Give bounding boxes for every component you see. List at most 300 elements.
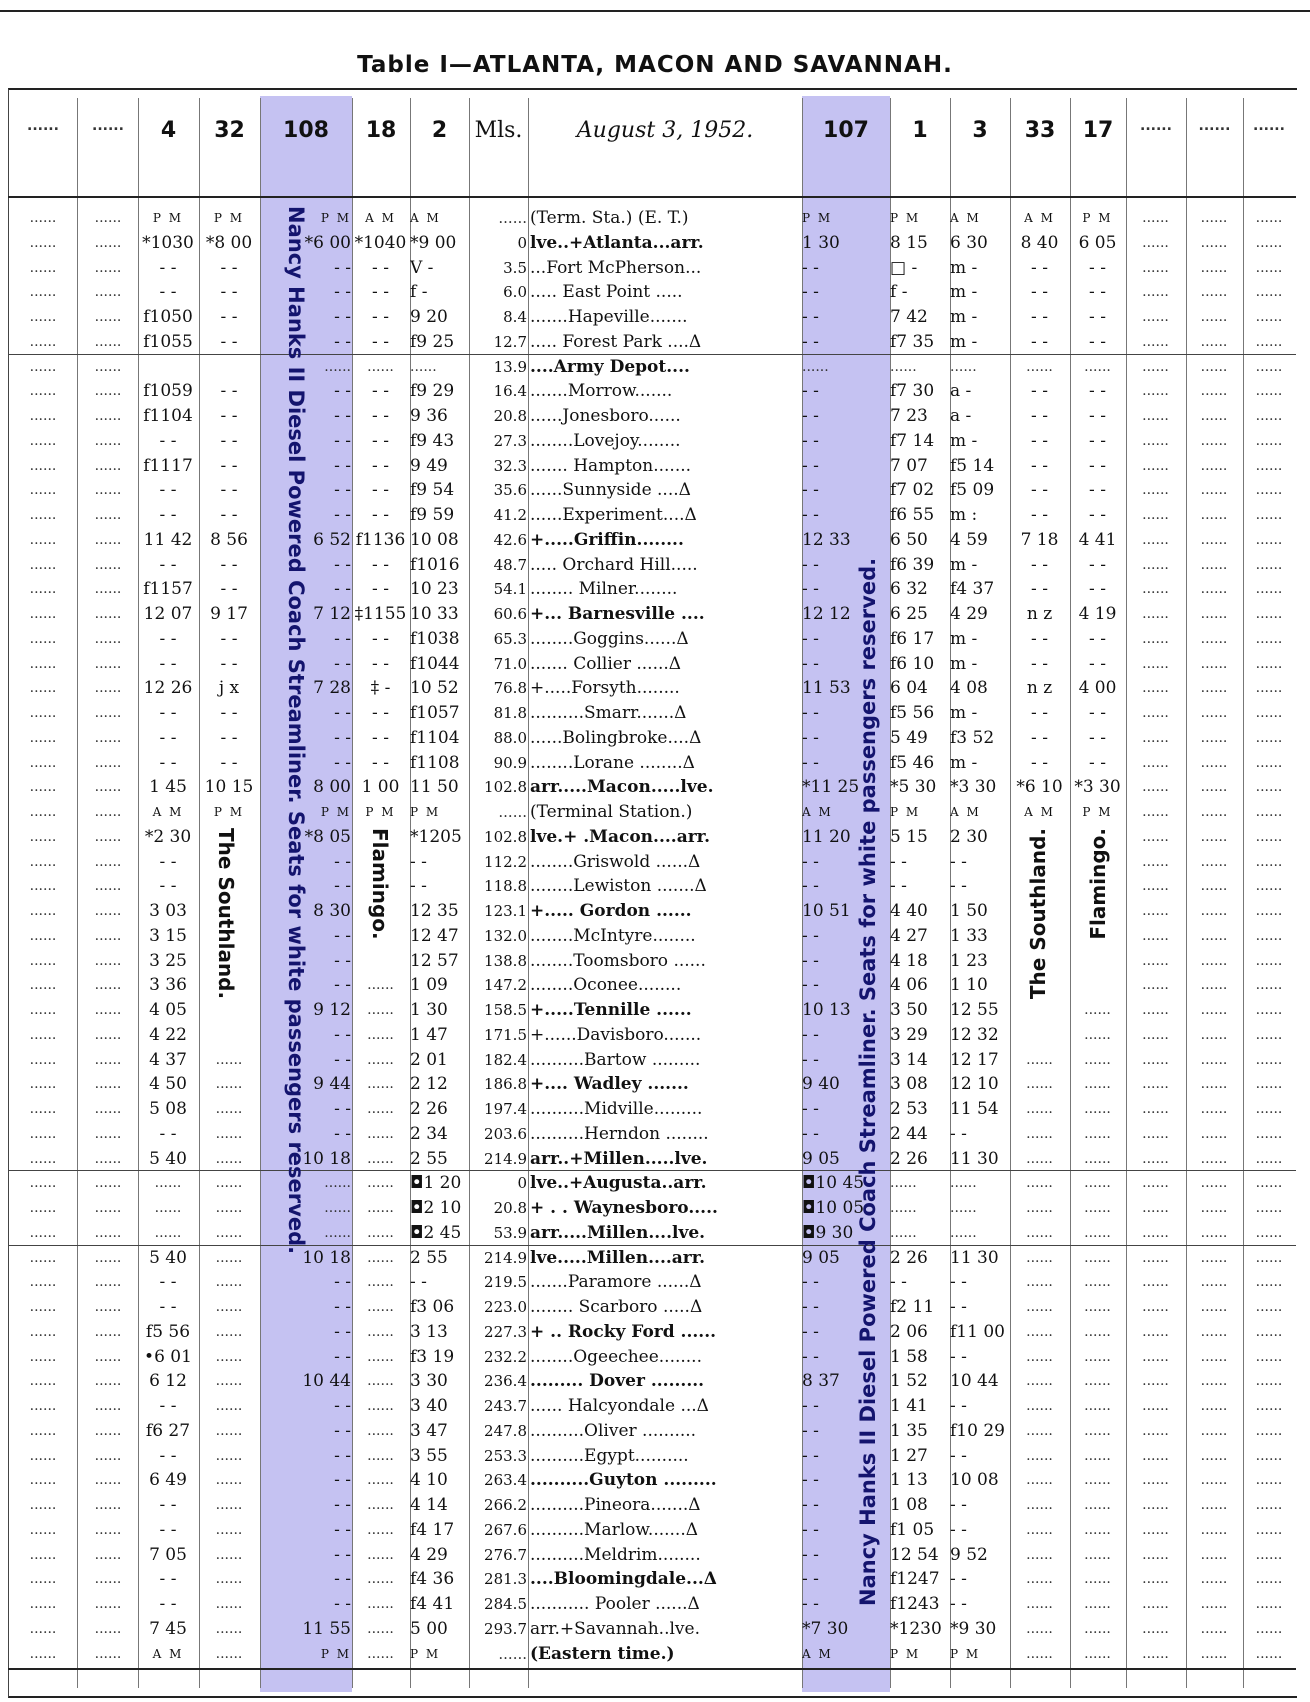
filler-dots: ...... bbox=[94, 408, 122, 424]
station-name: arr.....Macon.....lve. bbox=[530, 777, 714, 798]
filler-dots: ...... bbox=[29, 1125, 57, 1142]
time-c4 bbox=[138, 355, 198, 380]
time-c3: m - bbox=[950, 752, 978, 773]
filler-dots: ...... bbox=[94, 1076, 122, 1093]
time-c108: - - bbox=[334, 628, 351, 649]
filler-dots: ...... bbox=[29, 630, 57, 647]
time-c4: 4 22 bbox=[149, 1024, 187, 1045]
time-c1: 2 26 bbox=[890, 1247, 928, 1268]
time-c2: f9 25 bbox=[410, 331, 455, 352]
time-c33: 8 40 bbox=[1020, 232, 1059, 253]
time-c18 bbox=[352, 949, 409, 974]
time-c33: - - bbox=[1031, 727, 1048, 748]
mileage: 132.0 bbox=[484, 926, 527, 945]
station-name: + . . Waynesboro..... bbox=[530, 1198, 718, 1218]
time-c2: 1 30 bbox=[410, 1000, 448, 1020]
time-c107: ...... bbox=[802, 358, 829, 375]
mileage: 158.5 bbox=[484, 1001, 527, 1019]
time-c3: 1 23 bbox=[950, 950, 988, 971]
time-c107: - - bbox=[802, 727, 819, 748]
mileage: 53.9 bbox=[493, 1223, 527, 1242]
time-c3: 1 33 bbox=[950, 925, 988, 946]
time-c17: ...... bbox=[1084, 1323, 1111, 1340]
time-c2: 3 40 bbox=[410, 1396, 448, 1416]
time-c2: P M bbox=[410, 1646, 441, 1661]
mileage: 243.7 bbox=[484, 1397, 527, 1415]
time-c32: - - bbox=[220, 653, 238, 674]
filler-dots: ...... bbox=[1200, 1398, 1228, 1414]
time-c107: - - bbox=[802, 851, 819, 872]
time-c33: *6 10 bbox=[1016, 777, 1063, 798]
time-c18: 1 00 bbox=[361, 777, 400, 798]
time-c33: - - bbox=[1031, 628, 1048, 649]
filler-dots: ...... bbox=[29, 828, 57, 845]
filler-dots: ...... bbox=[1200, 1472, 1228, 1489]
time-c4: - - bbox=[159, 1445, 177, 1466]
filler-dots: ...... bbox=[1142, 729, 1169, 746]
filler-dots: ...... bbox=[1200, 1571, 1228, 1588]
time-c18: - - bbox=[372, 331, 389, 352]
mileage: 266.2 bbox=[484, 1496, 527, 1514]
time-c18: ...... bbox=[367, 1645, 394, 1662]
filler-dots: ...... bbox=[29, 457, 57, 474]
time-c4: - - bbox=[159, 1594, 177, 1614]
filler-dots: ...... bbox=[1255, 779, 1283, 796]
time-c32: ...... bbox=[215, 1200, 243, 1216]
time-c33: ...... bbox=[1026, 1299, 1053, 1315]
time-c17: ...... bbox=[1084, 1200, 1111, 1216]
filler-dots: ...... bbox=[1142, 655, 1169, 672]
time-c4: 12 26 bbox=[143, 678, 193, 699]
time-c33: ...... bbox=[1026, 1447, 1053, 1464]
time-c108: 9 12 bbox=[313, 1000, 351, 1020]
filler-dots: ...... bbox=[94, 729, 122, 746]
time-c4: 3 03 bbox=[149, 901, 187, 921]
filler-dots: ...... bbox=[1200, 1150, 1228, 1167]
time-c17: ...... bbox=[1084, 1002, 1111, 1018]
time-c18: - - bbox=[372, 653, 389, 674]
time-c18: ...... bbox=[367, 1274, 394, 1291]
filler-dots: ...... bbox=[1200, 903, 1228, 919]
filler-dots: ...... bbox=[1200, 804, 1228, 820]
station-name: arr..+Millen.....lve. bbox=[530, 1148, 708, 1169]
filler-dots: ...... bbox=[29, 234, 57, 251]
mileage: 118.8 bbox=[484, 877, 527, 896]
time-c33: ...... bbox=[1026, 1521, 1053, 1538]
station-name: + .. Rocky Ford ...... bbox=[530, 1321, 717, 1342]
mileage: ...... bbox=[498, 209, 527, 227]
mileage: 253.3 bbox=[484, 1446, 527, 1465]
time-c1: 7 42 bbox=[890, 307, 928, 327]
time-c17: - - bbox=[1089, 653, 1106, 674]
mileage: 197.4 bbox=[484, 1100, 527, 1118]
mileage: 281.3 bbox=[484, 1570, 527, 1589]
filler-dots: ...... bbox=[1200, 927, 1228, 944]
time-c18: A M bbox=[365, 211, 396, 225]
time-c17: ...... bbox=[1084, 1175, 1111, 1192]
filler-dots: ...... bbox=[29, 729, 57, 746]
filler-dots: ...... bbox=[1255, 1398, 1283, 1414]
filler-dots: ...... bbox=[1200, 1200, 1228, 1216]
time-c108: - - bbox=[334, 282, 351, 303]
filler-dots: ...... bbox=[1200, 432, 1228, 449]
time-c4: 7 05 bbox=[149, 1544, 187, 1565]
mileage: 60.6 bbox=[493, 605, 527, 623]
filler-dots: ...... bbox=[1255, 1200, 1283, 1216]
filler-dots: ...... bbox=[29, 259, 57, 276]
time-c3: 2 30 bbox=[950, 826, 988, 847]
time-c32: ...... bbox=[215, 1076, 243, 1093]
time-c3: - - bbox=[950, 851, 967, 872]
time-c32: - - bbox=[220, 307, 238, 327]
filler-dots: ...... bbox=[29, 383, 57, 400]
time-c17: - - bbox=[1089, 703, 1106, 723]
time-c107: - - bbox=[802, 406, 819, 426]
station-name: ..... Forest Park ....Δ bbox=[530, 331, 702, 352]
time-c18: ...... bbox=[367, 1249, 394, 1266]
filler-dots: ...... bbox=[94, 927, 122, 944]
time-c107: 9 05 bbox=[802, 1148, 840, 1169]
southland-label-right: The Southland. bbox=[1026, 828, 1050, 1000]
filler-dots: ...... bbox=[94, 507, 122, 523]
filler-dots: ...... bbox=[94, 1224, 122, 1241]
time-c4: 1 45 bbox=[149, 777, 187, 798]
filler-dots: ...... bbox=[94, 754, 122, 771]
filler-dots: ...... bbox=[1255, 1422, 1283, 1439]
filler-dots: ...... bbox=[1255, 556, 1283, 573]
time-c1: f - bbox=[890, 282, 908, 303]
time-c17: 6 05 bbox=[1078, 232, 1117, 253]
station-name: ..........Oliver .......... bbox=[530, 1420, 697, 1441]
filler-dots: ...... bbox=[29, 1299, 57, 1315]
time-c33: ...... bbox=[1026, 1125, 1053, 1142]
station-name: +.....Forsyth........ bbox=[530, 678, 680, 699]
time-c17: ...... bbox=[1084, 1521, 1111, 1538]
filler-dots: ...... bbox=[29, 432, 57, 449]
time-c4: f1050 bbox=[143, 307, 193, 327]
filler-dots: ...... bbox=[1255, 457, 1283, 474]
time-c32: 10 15 bbox=[204, 777, 254, 798]
filler-dots: ...... bbox=[29, 655, 57, 672]
time-c108: - - bbox=[334, 876, 351, 897]
filler-dots: ...... bbox=[1255, 878, 1283, 895]
filler-dots: ...... bbox=[29, 1497, 57, 1513]
filler-dots: ...... bbox=[29, 531, 57, 548]
time-c2: f1108 bbox=[410, 752, 460, 773]
time-c33: ...... bbox=[1026, 1051, 1053, 1068]
filler-dots: ...... bbox=[1142, 234, 1169, 251]
time-c3: *3 30 bbox=[950, 777, 997, 798]
filler-dots: ...... bbox=[29, 1521, 57, 1538]
filler-dots: ...... bbox=[1142, 705, 1169, 721]
time-c1: 6 04 bbox=[890, 678, 928, 699]
time-c4: 3 36 bbox=[149, 975, 187, 996]
time-c1: f7 14 bbox=[890, 430, 935, 451]
time-c3: 4 08 bbox=[950, 678, 988, 699]
time-c18: - - bbox=[372, 381, 389, 402]
filler-dots: ...... bbox=[94, 1620, 122, 1637]
time-c107: - - bbox=[802, 975, 819, 996]
mileage: 232.2 bbox=[484, 1347, 527, 1366]
filler-dots: ...... bbox=[29, 1224, 57, 1241]
time-c3: 10 08 bbox=[950, 1470, 999, 1491]
time-c1: ...... bbox=[890, 1200, 917, 1216]
time-c18: ...... bbox=[367, 1200, 394, 1216]
filler-dots: ...... bbox=[29, 927, 57, 944]
filler-dots: ...... bbox=[1142, 1422, 1169, 1439]
time-c3: - - bbox=[950, 1519, 967, 1540]
header-miles: Mls. bbox=[474, 118, 523, 143]
filler-dots: ...... bbox=[1255, 581, 1283, 598]
filler-dots: ...... bbox=[94, 804, 122, 820]
filler-dots: ...... bbox=[1142, 878, 1169, 895]
time-c108: - - bbox=[334, 505, 351, 525]
filler-dots: ...... bbox=[1200, 1002, 1228, 1018]
filler-dots: ...... bbox=[1200, 531, 1228, 548]
time-c33: ...... bbox=[1026, 1497, 1053, 1513]
time-c2: 11 50 bbox=[410, 777, 459, 798]
mileage: 203.6 bbox=[484, 1124, 527, 1143]
time-c32: - - bbox=[220, 257, 238, 278]
time-c32: - - bbox=[220, 505, 238, 525]
station-name: ........Oconee........ bbox=[530, 975, 682, 996]
time-c108: - - bbox=[334, 1346, 351, 1367]
station-name: ......... Dover ......... bbox=[530, 1371, 705, 1392]
time-c4: 11 42 bbox=[143, 529, 193, 550]
filler-dots: ...... bbox=[1200, 358, 1228, 375]
station-name: .......Hapeville....... bbox=[530, 307, 688, 327]
time-c32: ...... bbox=[215, 1546, 243, 1563]
time-c17: ...... bbox=[1084, 1447, 1111, 1464]
filler-dots: ...... bbox=[94, 1026, 122, 1043]
time-c17: ...... bbox=[1084, 1051, 1111, 1068]
station-name: lve.....Millen....arr. bbox=[530, 1247, 706, 1268]
time-c4: 6 12 bbox=[149, 1371, 187, 1392]
time-c108: - - bbox=[334, 1445, 351, 1466]
time-c107: A M bbox=[802, 805, 833, 819]
time-c2: 3 13 bbox=[410, 1321, 448, 1342]
filler-dots: ...... bbox=[1142, 1571, 1169, 1588]
filler-dots: ...... bbox=[1200, 1249, 1228, 1266]
time-c33: - - bbox=[1031, 331, 1048, 352]
time-c2: P M bbox=[410, 805, 441, 819]
time-c18: - - bbox=[372, 752, 389, 773]
filler-dots: ...... bbox=[1200, 1051, 1228, 1068]
time-c32: - - bbox=[220, 628, 238, 649]
filler-dots: ...... bbox=[1255, 952, 1283, 969]
filler-dots: ...... bbox=[1255, 828, 1283, 845]
time-c18: ...... bbox=[367, 1002, 394, 1018]
filler-dots: ...... bbox=[1200, 581, 1228, 598]
filler-dots: ...... bbox=[1142, 457, 1169, 474]
time-c32: ...... bbox=[215, 1125, 243, 1142]
time-c107: 12 33 bbox=[802, 529, 851, 550]
time-c4: A M bbox=[152, 805, 184, 819]
filler-dots: ...... bbox=[29, 754, 57, 771]
time-c32: 8 56 bbox=[210, 529, 248, 550]
time-c4: f1055 bbox=[143, 331, 193, 352]
filler-dots: ...... bbox=[29, 581, 57, 598]
filler-dots: ...... bbox=[1255, 1620, 1283, 1637]
filler-dots: ...... bbox=[1255, 333, 1283, 350]
time-c17: ...... bbox=[1084, 1373, 1111, 1390]
filler-dots: ...... bbox=[94, 531, 122, 548]
time-c17: ...... bbox=[1084, 1422, 1111, 1439]
time-c4: - - bbox=[159, 653, 177, 674]
mileage: 102.8 bbox=[484, 778, 527, 797]
filler-dots: ...... bbox=[1255, 432, 1283, 449]
station-name: ........... Pooler ......Δ bbox=[530, 1594, 700, 1614]
time-c108: - - bbox=[334, 1321, 351, 1342]
mileage: 81.8 bbox=[493, 704, 527, 722]
filler-dots: ...... bbox=[1255, 729, 1283, 746]
time-c33: ...... bbox=[1026, 1249, 1053, 1266]
time-c17: ...... bbox=[1084, 1497, 1111, 1513]
time-c108: - - bbox=[334, 1420, 351, 1441]
filler-dots: ...... bbox=[1200, 457, 1228, 474]
filler-dots: ...... bbox=[94, 432, 122, 449]
time-c18: - - bbox=[372, 406, 389, 426]
filler-dots: ...... bbox=[29, 1422, 57, 1439]
filler-dots: ...... bbox=[1255, 1645, 1283, 1662]
filler-dots: ...... bbox=[1200, 1125, 1228, 1142]
time-c108: - - bbox=[334, 925, 351, 946]
filler-dots: ...... bbox=[1142, 1076, 1169, 1093]
filler-dots: ...... bbox=[1200, 878, 1228, 895]
filler-dots: ...... bbox=[29, 482, 57, 499]
filler-dots: ...... bbox=[1200, 507, 1228, 523]
filler-dots: ...... bbox=[29, 606, 57, 622]
time-c1: - - bbox=[890, 876, 907, 897]
filler-dots: ...... bbox=[94, 1497, 122, 1513]
time-c1: *5 30 bbox=[890, 777, 937, 798]
filler-dots: ...... bbox=[29, 1026, 57, 1043]
time-c1: 2 53 bbox=[890, 1099, 928, 1119]
time-c108: ...... bbox=[324, 1200, 351, 1216]
filler-dots: ...... bbox=[1200, 1422, 1228, 1439]
time-c107: - - bbox=[802, 1470, 819, 1491]
station-name: ......Sunnyside ....Δ bbox=[530, 480, 691, 501]
time-c108: - - bbox=[334, 1272, 351, 1293]
filler-dots: ...... bbox=[29, 903, 57, 919]
time-c4: 7 45 bbox=[149, 1618, 187, 1639]
time-c33: - - bbox=[1031, 282, 1048, 303]
filler-dots: ...... bbox=[1142, 210, 1169, 226]
time-c18: ...... bbox=[367, 1571, 394, 1588]
time-c17 bbox=[1070, 949, 1125, 974]
filler-dots: ...... bbox=[1142, 1200, 1169, 1216]
filler-dots: ...... bbox=[1142, 1373, 1169, 1390]
time-c17: - - bbox=[1089, 430, 1106, 451]
filler-dots: ...... bbox=[1200, 333, 1228, 350]
filler-dots: ...... bbox=[94, 903, 122, 919]
filler-dots: ...... bbox=[94, 309, 122, 325]
time-c4: - - bbox=[159, 851, 177, 872]
time-c18: ...... bbox=[367, 1299, 394, 1315]
filler-dots: ...... bbox=[94, 1323, 122, 1340]
filler-dots: ...... bbox=[29, 853, 57, 870]
time-c1: ...... bbox=[890, 358, 917, 375]
time-c3: 11 30 bbox=[950, 1148, 999, 1169]
filler-dots: ...... bbox=[94, 1051, 122, 1068]
station-name: ..........Pineora.......Δ bbox=[530, 1495, 701, 1515]
time-c18: ...... bbox=[367, 1497, 394, 1513]
time-c33: ...... bbox=[1026, 1200, 1053, 1216]
time-c1: f2 11 bbox=[890, 1297, 935, 1317]
time-c33: - - bbox=[1031, 381, 1048, 402]
filler-dots: ...... bbox=[94, 1546, 122, 1563]
filler-dots: ...... bbox=[1255, 284, 1283, 301]
time-c17: - - bbox=[1089, 307, 1106, 327]
time-c107: - - bbox=[802, 1420, 819, 1441]
time-c108: 10 18 bbox=[302, 1247, 351, 1268]
time-c32 bbox=[199, 998, 259, 1023]
filler-dots: ...... bbox=[1200, 1076, 1228, 1093]
filler-dots: ...... bbox=[94, 1596, 122, 1612]
time-c4: - - bbox=[159, 480, 177, 501]
time-c32: - - bbox=[220, 480, 238, 501]
time-c3: 6 30 bbox=[950, 232, 988, 253]
time-c2: 3 55 bbox=[410, 1445, 448, 1466]
time-c107: - - bbox=[802, 876, 819, 897]
time-c108: 7 12 bbox=[313, 604, 351, 624]
station-name: ..........Smarr.......Δ bbox=[530, 703, 687, 723]
time-c107: - - bbox=[802, 1123, 819, 1144]
filler-dots: ...... bbox=[1255, 1546, 1283, 1563]
station-name: ........ Scarboro .....Δ bbox=[530, 1297, 703, 1317]
time-c18: - - bbox=[372, 430, 389, 451]
time-c3: - - bbox=[950, 876, 967, 897]
time-c33: ...... bbox=[1026, 1175, 1053, 1192]
time-c33: - - bbox=[1031, 257, 1048, 278]
filler-dots: ...... bbox=[94, 606, 122, 622]
time-c33: A M bbox=[1024, 211, 1055, 225]
time-c33: n z bbox=[1026, 604, 1053, 624]
filler-dots: ...... bbox=[1142, 952, 1169, 969]
mileage: 147.2 bbox=[484, 976, 527, 995]
time-c108: - - bbox=[334, 752, 351, 773]
filler-dots: ...... bbox=[1142, 432, 1169, 449]
time-c18: *1040 bbox=[354, 232, 407, 253]
time-c108: - - bbox=[334, 480, 351, 501]
filler-dots: ...... bbox=[1142, 507, 1169, 523]
time-c17: ...... bbox=[1084, 1249, 1111, 1266]
time-c108: 11 55 bbox=[302, 1618, 351, 1639]
time-c2: f1038 bbox=[410, 628, 460, 649]
time-c2: f3 19 bbox=[410, 1346, 455, 1367]
time-c107: - - bbox=[802, 1519, 819, 1540]
time-c1: f7 02 bbox=[890, 480, 935, 501]
time-c108: - - bbox=[334, 1024, 351, 1045]
time-c17: ...... bbox=[1084, 1620, 1111, 1637]
filler-dots: ...... bbox=[1255, 903, 1283, 919]
time-c32: ...... bbox=[215, 1323, 243, 1340]
filler-dots: ...... bbox=[1200, 1323, 1228, 1340]
time-c2: 3 47 bbox=[410, 1420, 448, 1441]
filler-dots: ...... bbox=[94, 1249, 122, 1266]
filler-dots: ...... bbox=[1142, 383, 1169, 400]
time-c4: - - bbox=[159, 1569, 177, 1590]
filler-dots: ...... bbox=[94, 482, 122, 499]
time-c17: - - bbox=[1089, 554, 1106, 575]
time-c17: ...... bbox=[1084, 1571, 1111, 1588]
time-c18: - - bbox=[372, 505, 389, 525]
time-c17: ...... bbox=[1084, 1076, 1111, 1093]
time-c108: - - bbox=[334, 1123, 351, 1144]
time-c1: f1 05 bbox=[890, 1519, 935, 1540]
time-c32: - - bbox=[220, 727, 238, 748]
time-c32: ...... bbox=[215, 1422, 243, 1439]
